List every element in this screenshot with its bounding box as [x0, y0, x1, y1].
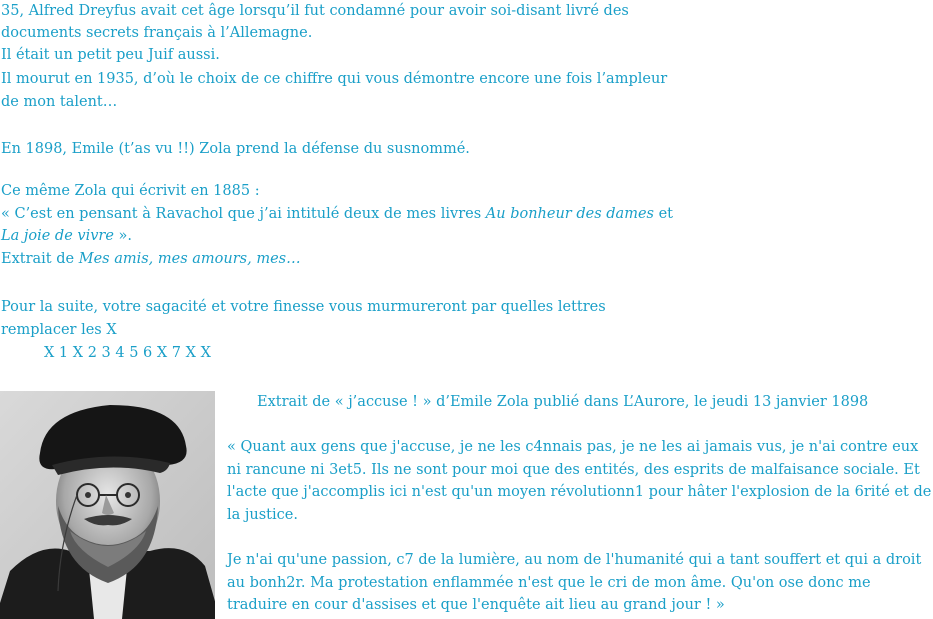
wrote-line-2-text: « C’est en pensant à Ravachol que j’ai intitulé deux de mes livres [1, 206, 486, 222]
book-title-1: Au bonheur des dames [485, 206, 654, 222]
zola-portrait-photo [0, 391, 215, 619]
book-title-2: La joie de vivre [1, 228, 114, 244]
intro-line-3: Il était un petit peu Juif aussi. [1, 47, 220, 63]
source-title: Mes amis, mes amours, mes… [78, 251, 301, 267]
quote-paragraph-1: « Quant aux gens que j'accuse, je ne les c4nnais pas, je ne les ai jamais vus, je n'ai contre eux ni rancune ni 3et5. Ils ne sont pour moi que des entités, des esprits de malfaisance sociale. Et l'acte que j'accomplis ici n'est qu'un moyen révolutionn1 pour hâter l'explosion de la 6rité et de la justice. [227, 439, 932, 523]
puzzle-line-1: Pour la suite, votre sagacité et votre finesse vous murmureront par quelles lettres [1, 299, 606, 315]
quote-paragraph-2: Je n'ai qu'une passion, c7 de la lumière, au nom de l'humanité qui a tant souffert et qui a droit au bonh2r. Ma protestation enflammée n'est que le cri de mon âme. Qu'on ose donc me traduire en cour d'assises et que l'enquête ait lieu au grand jour ! » [227, 552, 922, 613]
wrote-line-3-end: ». [113, 228, 133, 244]
intro-line-5: de mon talent… [1, 94, 118, 110]
wrote-line-2 [1, 203, 673, 225]
extract-label: Extrait de [1, 251, 79, 267]
intro-line-1: 35, Alfred Dreyfus avait cet âge lorsqu’il fut condamné pour avoir soi-disant livré des [1, 3, 629, 19]
wrote-line-2-end: et [653, 206, 673, 222]
quote-title: Extrait de « j’accuse ! » d’Emile Zola publié dans L’Aurore, le jeudi 13 janvier 1898 [257, 394, 869, 410]
wrote-line-3 [1, 225, 132, 247]
intro-line-4: Il mourut en 1935, d’où le choix de ce chiffre qui vous démontre encore une fois l’ampleur [1, 71, 668, 87]
wrote-line-4 [1, 248, 301, 270]
puzzle-line-2: remplacer les X [1, 322, 117, 338]
zola-defense-line: En 1898, Emile (t’as vu !!) Zola prend la défense du susnommé. [1, 141, 470, 157]
intro-line-2: documents secrets français à l’Allemagne. [1, 25, 313, 41]
wrote-line-1: Ce même Zola qui écrivit en 1885 : [1, 183, 260, 199]
puzzle-code: X 1 X 2 3 4 5 6 X 7 X X [44, 345, 211, 361]
